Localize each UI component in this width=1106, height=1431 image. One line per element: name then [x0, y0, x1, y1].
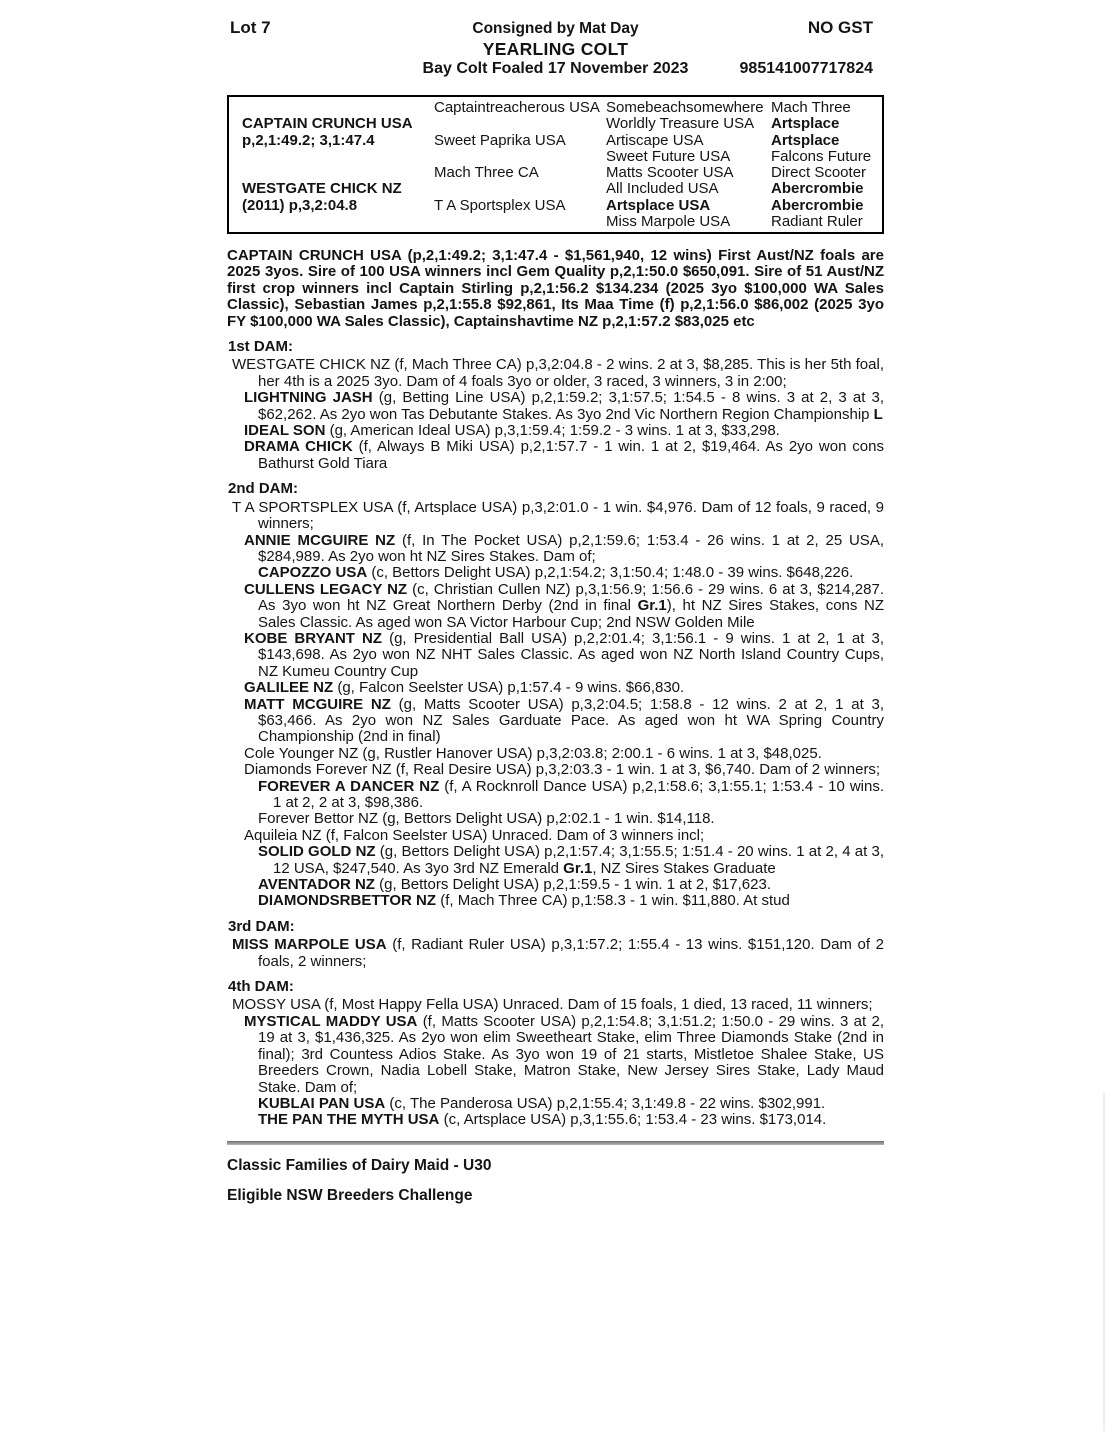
pedigree-col3 [606, 100, 769, 230]
pedigree-entry [227, 423, 884, 439]
pedigree-cell: Abercrombie [771, 180, 864, 198]
horse-name-bold: DIAMONDSRBETTOR NZ [258, 892, 437, 910]
dam-heading: 3rd DAM: [228, 917, 295, 935]
pedigree-entry [227, 844, 884, 877]
pedigree-cell: Radiant Ruler [771, 213, 863, 231]
horse-name-bold: ANNIE MCGUIRE NZ [244, 531, 396, 549]
pedigree-cell: Matts Scooter USA [606, 164, 734, 182]
horse-name-bold: MYSTICAL MADDY USA [244, 1012, 418, 1030]
consignor-line: Consigned by Mat Day [472, 20, 639, 37]
horse-name-bold: SOLID GOLD NZ [258, 843, 376, 861]
pedigree-cell: Mach Three [771, 99, 851, 116]
pedigree-entry [227, 697, 884, 746]
pedigree-entry [227, 631, 884, 680]
pedigree-cell [242, 165, 432, 181]
horse-name-bold: FOREVER A DANCER NZ [258, 777, 440, 795]
pedigree-cell: Abercrombie [771, 196, 864, 214]
pedigree-entry [227, 937, 884, 970]
entry-text: , NZ Sires Stakes Graduate [592, 859, 776, 877]
horse-name-bold: KUBLAI PAN USA [258, 1094, 386, 1112]
pedigree-col2 [434, 100, 604, 230]
entry-text: Forever Bettor NZ (g, Bettors Delight USA) p,2:02.1 - 1 win. $14,118. [258, 810, 715, 828]
pedigree-cell: Direct Scooter [771, 164, 867, 182]
horse-name-bold: Gr.1 [637, 597, 667, 615]
entry-text: (f, Mach Three CA) p,1:58.3 - 1 win. $11,880. At stud [436, 892, 790, 910]
dam-heading: 1st DAM: [228, 338, 294, 356]
pedigree-entry [227, 746, 884, 762]
gst-status: NO GST [807, 18, 873, 37]
entry-text: Cole Younger NZ (g, Rustler Hanover USA) p,3,2:03.8; 2:00.1 - 6 wins. 1 at 3, $48,025. [244, 744, 822, 762]
entry-text: (g, Falcon Seelster USA) p,1:57.4 - 9 wins. $66,830. [333, 679, 685, 697]
entry-text: (f, A Rocknroll Dance USA) p,2,1:58.6; 3,1:55.1; 1:53.4 - 10 wins. 1 at 2, 2 at 3, $98,386. [273, 777, 884, 811]
pedigree-cell: p,2,1:49.2; 3,1:47.4 [242, 131, 375, 149]
pedigree-cell: T A Sportsplex USA [434, 196, 566, 214]
entry-text: (c, Artsplace USA) p,3,1:55.6; 1:53.4 - 23 wins. $173,014. [439, 1111, 827, 1129]
entry-text: WESTGATE CHICK NZ (f, Mach Three CA) p,3,2:04.8 - 2 wins. 2 at 3, $8,285. This is her 5th foal, her 4th is a 2025 3yo. Dam of 4 foals 3yo or older, 3 raced, 3 winners, 3 in 2:00; [232, 356, 884, 390]
horse-name-bold: Gr.1 [563, 859, 593, 877]
pedigree-entry [227, 893, 884, 909]
entry-text: (c, Christian Cullen NZ) p,3,1:56.9; 1:56.6 - 29 wins. 6 at 3, $214,287. As 3yo won ht NZ Great Northern Derby (2nd in final [258, 580, 884, 615]
pedigree-cell [434, 149, 604, 165]
pedigree-cell: Artiscape USA [606, 131, 704, 149]
dam-heading: 4th DAM: [228, 978, 294, 996]
pedigree-cell: Artsplace [771, 131, 840, 149]
dam-sections [227, 339, 884, 1129]
entry-text: (g, American Ideal USA) p,3,1:59.4; 1:59.2 - 3 wins. 1 at 3, $33,298. [325, 422, 780, 440]
pedigree-cell [434, 116, 604, 132]
pedigree-entry [227, 1112, 884, 1128]
horse-name-bold: LIGHTNING JASH [244, 389, 373, 407]
pedigree-entry [227, 811, 884, 827]
entry-text: (g, Matts Scooter USA) p,3,2:04.5; 1:58.8 - 12 wins. 2 at 2, 1 at 3, $63,466. As 2yo won NZ Sales Garduate Pace. As aged won ht WA Spring Country Championship (2nd in final) [258, 695, 884, 746]
pedigree-cell [242, 100, 432, 116]
pedigree-entry [227, 357, 884, 390]
pedigree-entry [227, 997, 884, 1013]
entry-text: (g, Bettors Delight USA) p,2,1:57.4; 3,1:55.5; 1:51.4 - 20 wins. 1 at 2, 4 at 3, 12 USA, $247,540. As 3yo 3rd NZ Emerald [273, 843, 884, 877]
horse-name-bold: THE PAN THE MYTH USA [258, 1111, 440, 1129]
dam-heading: 2nd DAM: [228, 480, 298, 498]
entry-text: (g, Presidential Ball USA) p,2,2:01.4; 3,1:56.1 - 9 wins. 1 at 2, 1 at 3, $143,698. As 2yo won NZ NHT Sales Classic. As aged won NZ North Island Country Cups, NZ Kumeu Country Cup [258, 629, 885, 680]
pedigree-cell: Sweet Future USA [606, 147, 731, 165]
pedigree-cell: Artsplace USA [606, 196, 711, 214]
entry-text: (f, Always B Miki USA) p,2,1:57.7 - 1 win. 1 at 2, $19,464. As 2yo won cons Bathurst Gold Tiara [258, 438, 884, 472]
entry-text: (f, Matts Scooter USA) p,2,1:54.8; 3,1:51.2; 1:50.0 - 29 wins. 3 at 2, 19 at 3, $1,436,325. As 2yo won elim Sweetheart Stake, elim Three Diamonds Stake (2nd in final); 3rd Countess Adios Stake. As 3yo won 19 of 21 starts, Mistletoe Shalee Stake, US Breeders Crown, Nadia Lobell Stake, Matron Stake, New Jersey Sires Stake, Lady Maud Stake. Dam of; [258, 1012, 885, 1096]
pedigree-cell: Mach Three CA [434, 164, 539, 182]
entry-text: Aquileia NZ (f, Falcon Seelster USA) Unraced. Dam of 3 winners incl; [244, 826, 705, 844]
pedigree-cell [434, 181, 604, 197]
pedigree-cell: CAPTAIN CRUNCH USA [242, 115, 413, 133]
page-content [227, 18, 884, 1205]
pedigree-cell: Artsplace [771, 115, 840, 133]
pedigree-entry [227, 439, 884, 472]
pedigree-entry [227, 533, 884, 566]
entry-text: (g, Bettors Delight USA) p,2,1:59.5 - 1 win. 1 at 2, $17,623. [374, 876, 772, 894]
microchip-number: 985141007717824 [739, 60, 873, 77]
foaling-details: Bay Colt Foaled 17 November 2023 [422, 60, 689, 77]
pedigree-cell [242, 149, 432, 165]
pedigree-cell: (2011) p,3,2:04.8 [242, 196, 358, 214]
horse-name-bold: DRAMA CHICK [244, 438, 353, 456]
pedigree-entry [227, 877, 884, 893]
section-divider [227, 1141, 884, 1145]
pedigree-cell: Somebeachsomewhere [606, 99, 764, 116]
header-row-1 [227, 18, 884, 39]
eligibility-line: Eligible NSW Breeders Challenge [227, 1187, 473, 1205]
pedigree-cell: Sweet Paprika USA [434, 131, 566, 149]
pedigree-cell: Falcons Future [771, 147, 872, 165]
horse-name-bold: IDEAL SON [244, 422, 326, 440]
pedigree-entry [227, 565, 884, 581]
entry-text: (f, Radiant Ruler USA) p,3,1:57.2; 1:55.4 - 13 wins. $151,120. Dam of 2 foals, 2 winners; [258, 936, 884, 970]
pedigree-entry [227, 828, 884, 844]
entry-text: T A SPORTSPLEX USA (f, Artsplace USA) p,3,2:01.0 - 1 win. $4,976. Dam of 12 foals, 9 raced, 9 winners; [232, 498, 884, 533]
pedigree-entry [227, 582, 884, 631]
entry-text: (g, Betting Line USA) p,2,1:59.2; 3,1:57.5; 1:54.5 - 8 wins. 3 at 2, 3 at 3, $62,262. As 2yo won Tas Debutante Stakes. As 3yo 2nd Vic Northern Region Championship [258, 389, 884, 423]
pedigree-col1 [242, 100, 432, 230]
classic-family-line: Classic Families of Dairy Maid - U30 [227, 1156, 492, 1174]
pedigree-cell: Miss Marpole USA [606, 213, 731, 231]
entry-text: (f, In The Pocket USA) p,2,1:59.6; 1:53.4 - 26 wins. 1 at 2, 25 USA, $284,989. As 2yo won ht NZ Sires Stakes. Dam of; [258, 531, 884, 565]
pedigree-cell: All Included USA [606, 180, 719, 198]
page-title: YEARLING COLT [482, 39, 629, 59]
horse-name-bold: CULLENS LEGACY NZ [244, 580, 408, 598]
horse-name-bold: MATT MCGUIRE NZ [244, 695, 391, 713]
pedigree-cell [434, 214, 604, 230]
pedigree-entry [227, 1014, 884, 1096]
horse-name-bold: CAPOZZO USA [258, 564, 368, 582]
pedigree-col4 [771, 100, 879, 230]
entry-text: MOSSY USA (f, Most Happy Fella USA) Unraced. Dam of 15 foals, 1 died, 13 raced, 11 winners; [232, 996, 873, 1014]
header-row-3 [227, 59, 884, 79]
entry-text: (c, Bettors Delight USA) p,2,1:54.2; 3,1:50.4; 1:48.0 - 39 wins. $648,226. [367, 564, 854, 582]
pedigree-table [227, 95, 884, 234]
pedigree-entry [227, 680, 884, 696]
pedigree-entry [227, 1096, 884, 1112]
pedigree-entry [227, 779, 884, 812]
pedigree-cell [242, 214, 432, 230]
horse-name-bold: L [873, 405, 883, 423]
entry-text: (c, The Panderosa USA) p,2,1:55.4; 3,1:49.8 - 22 wins. $302,991. [385, 1094, 826, 1112]
pedigree-entry [227, 500, 884, 533]
pedigree-entry [227, 390, 884, 423]
horse-name-bold: MISS MARPOLE USA [232, 936, 387, 954]
horse-name-bold: GALILEE NZ [244, 679, 334, 697]
sire-summary: CAPTAIN CRUNCH USA (p,2,1:49.2; 3,1:47.4 - $1,561,940, 12 wins) First Aust/NZ foals are 2025 3yos. Sire of 100 USA winners incl Gem Quality p,2,1:50.0 $650,091. Sire of 51 Aust/NZ first crop winners incl Captain Stirling p,2,1:56.2 $134.234 (2025 3yo $100,000 WA Sales Classic), Sebastian James p,2,1:55.8 $92,861, Its Maa Time (f) p,2,1:56.0 $86,002 (2025 3yo FY $100,000 WA Sales Classic), Captainshavtime NZ p,2,1:57.2 $83,025 etc [227, 247, 884, 330]
pedigree-cell: Captaintreacherous USA [434, 99, 600, 116]
pedigree-cell: Worldly Treasure USA [606, 115, 755, 133]
entry-text: ), ht NZ Sires Stakes, cons NZ Sales Classic. As aged won SA Victor Harbour Cup; 2nd NSW Golden Mile [258, 597, 884, 631]
horse-name-bold: AVENTADOR NZ [258, 876, 375, 894]
lot-number: Lot 7 [230, 18, 271, 37]
horse-name-bold: KOBE BRYANT NZ [244, 629, 383, 647]
entry-text: Diamonds Forever NZ (f, Real Desire USA) p,3,2:03.3 - 1 win. 1 at 3, $6,740. Dam of 2 winners; [244, 761, 881, 779]
pedigree-entry [227, 762, 884, 778]
pedigree-cell: WESTGATE CHICK NZ [242, 180, 402, 198]
scan-edge-artifact [1103, 1093, 1105, 1431]
